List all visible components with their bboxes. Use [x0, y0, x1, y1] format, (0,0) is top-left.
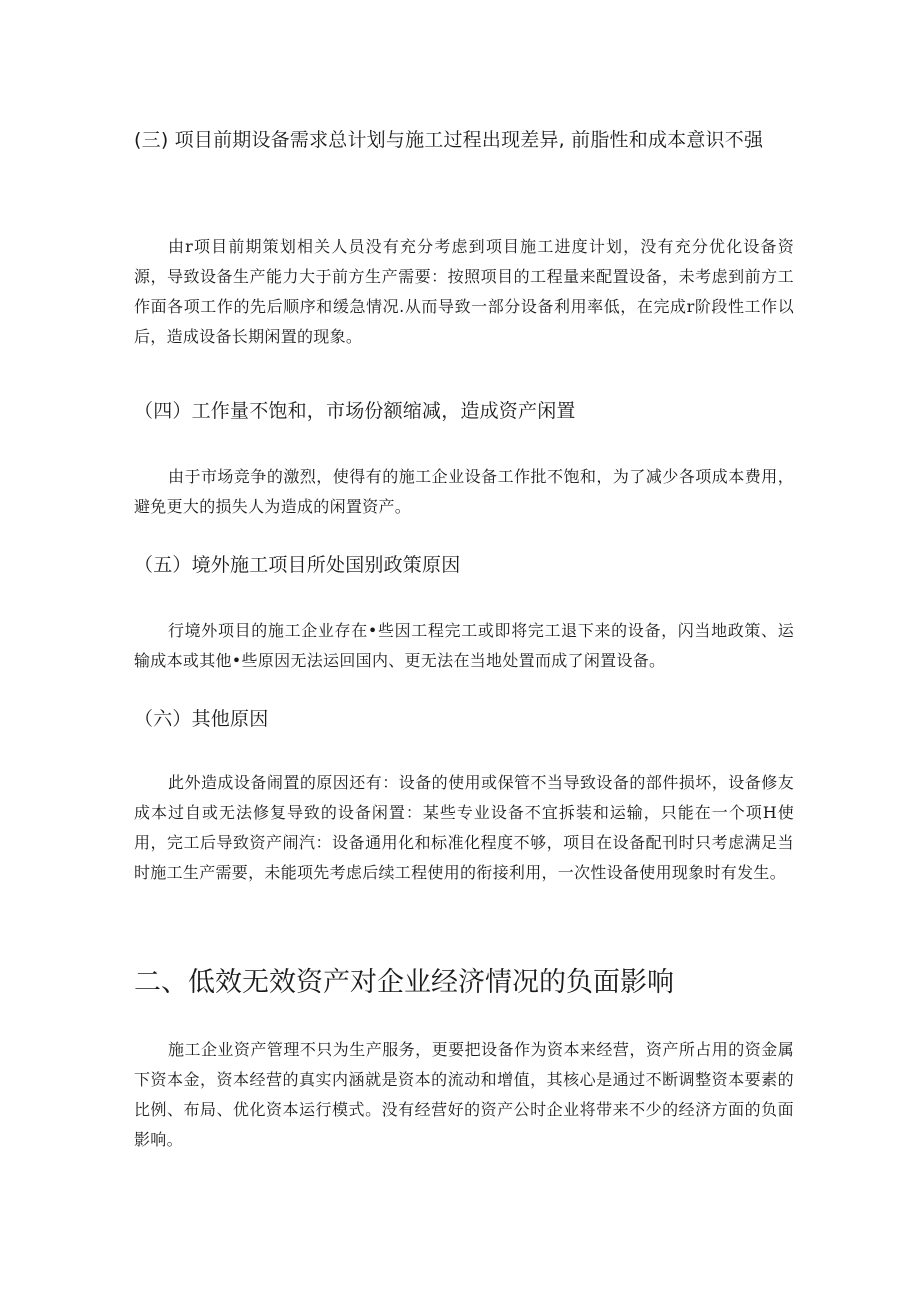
section-3-heading: (三) 项目前期设备需求总计划与施工过程出现差异, 前脂性和成本意识不强 — [134, 129, 764, 151]
section-5-heading: （五）境外施工项目所处国别政策原因 — [134, 554, 461, 576]
section-6-body: 此外造成设备闹置的原因还有：设备的使用或保管不当导致设备的部件损坏，设备修友成本过自或无法修复导致的设备闲置：某些专业设备不宜拆装和运输，只能在一个项H使用，完工后导致资产闹汽：设备通用化和标准化程度不够，项目在设备配刊时只考虑满足当时施工生产需要，未能项先考虑后续工程使用的衔接利用，一次性设备使用现象时有发生。 — [134, 773, 794, 882]
chapter-2-heading: 二、低效无效资产对企业经济情况的负面影响 — [134, 967, 674, 998]
chapter-2-body: 施工企业资产管理不只为生产服务，更要把设备作为资本来经营，资产所占用的资金属下资本金，资本经营的真实内涵就是资本的流动和增值，其核心是通过不断调整资本要素的比例、布局、优化资本运行模式。没有经营好的资产公时企业将带来不少的经济方面的负面影响。 — [134, 1040, 794, 1149]
section-5-body: 行境外项目的施工企业存在•些因工程完工或即将完工退下来的设备，闪当地政策、运输成本或其他•些原因无法运回国内、更无法在当地处置而成了闲置设备。 — [134, 621, 794, 670]
section-4-heading: （四）工作量不饱和，市场份额缩减，造成资产闲置 — [134, 400, 576, 422]
section-6-heading: （六）其他原因 — [134, 708, 269, 730]
section-4-body: 由于市场竞争的激烈，使得有的施工企业设备工作批不饱和，为了减少各项成本费用，避免更大的损失人为造成的闲置资产。 — [134, 467, 794, 516]
section-3-body: 由r项目前期策划相关人员没有充分考虑到项目施工进度计划，没有充分优化设备资源，导致设备生产能力大于前方生产需要：按照项目的工程量来配置设备，未考虑到前方工作面各项工作的先后顺序和缓急情况.从而导致一部分设备利用率低，在完成r阶段性工作以后，造成设备长期闲置的现象。 — [134, 237, 794, 346]
